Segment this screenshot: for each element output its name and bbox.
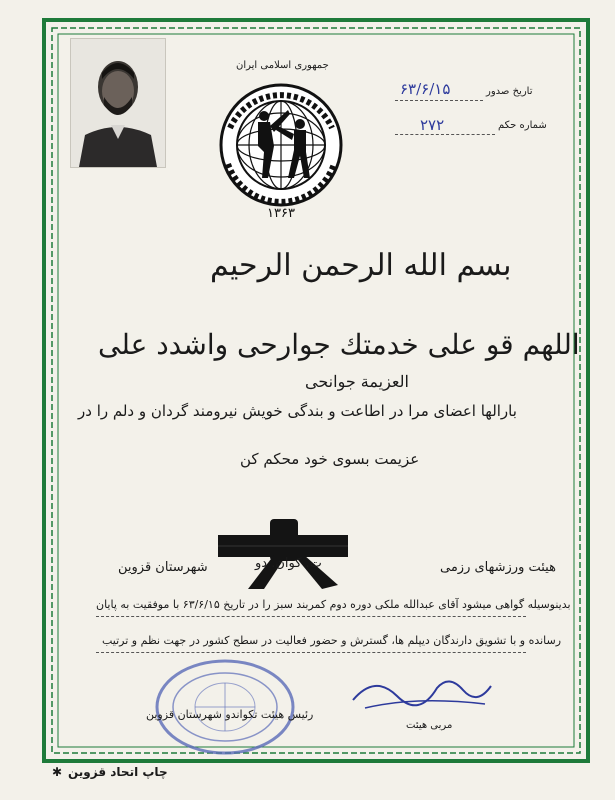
profile-photo	[70, 38, 166, 168]
republic-title: جمهوری اسلامی ایران	[236, 60, 329, 71]
board-name: هیئت ورزشهای رزمی	[440, 560, 556, 575]
date-underline	[395, 100, 483, 101]
emblem-year: ۱۳۶۳	[267, 206, 295, 221]
cert-underline-1	[96, 616, 526, 617]
coach-signature	[345, 668, 495, 716]
persian-translation-1: بارالها اعضای مرا در اطاعت و بندگی خویش نیرومند گردان و دلم را در	[78, 402, 517, 420]
star-icon: ✱	[52, 765, 63, 779]
persian-translation-2: عزیمت بسوی خود محکم کن	[240, 450, 420, 468]
printer-credit: چاپ اتحاد قزوین	[68, 765, 168, 779]
issue-date-label: تاریخ صدور	[486, 86, 533, 97]
certificate-line-2: رسانده و با تشویق دارندگان دیپلم ها، گسترش و حضور فعالیت در سطح کشور در جهت نظم و ترتیب	[102, 634, 562, 647]
issue-date-value: ۶۳/۶/۱۵	[400, 80, 451, 98]
belt-icon	[218, 505, 348, 590]
dua-line-2: العزیمة جوانحی	[305, 372, 409, 391]
number-underline	[395, 134, 495, 135]
decree-number-value: ۲۷۲	[420, 116, 445, 134]
board-city: شهرستان قزوین	[118, 560, 208, 575]
bismillah-heading: بسم الله الرحمن الرحیم	[210, 248, 512, 283]
cert-underline-2	[96, 652, 526, 653]
decree-number-label: شماره حکم	[498, 120, 547, 131]
coach-signature-label: مربی هیئت	[406, 720, 453, 731]
chair-signature-label: رئیس هیئت تکواندو شهرستان قزوین	[146, 708, 314, 721]
board-sport: ت. کوان. دو	[255, 556, 322, 571]
certificate-line-1: بدینوسیله گواهی میشود آقای عبدالله ملکی دوره دوم کمربند سبز را در تاریخ ۶۳/۶/۱۵ با موفقیت به پایان	[96, 598, 571, 611]
dua-line-1: اللهم قو علی خدمتك جوارحی واشدد علی	[98, 328, 580, 361]
portrait-image	[71, 39, 165, 167]
federation-emblem	[218, 82, 344, 224]
